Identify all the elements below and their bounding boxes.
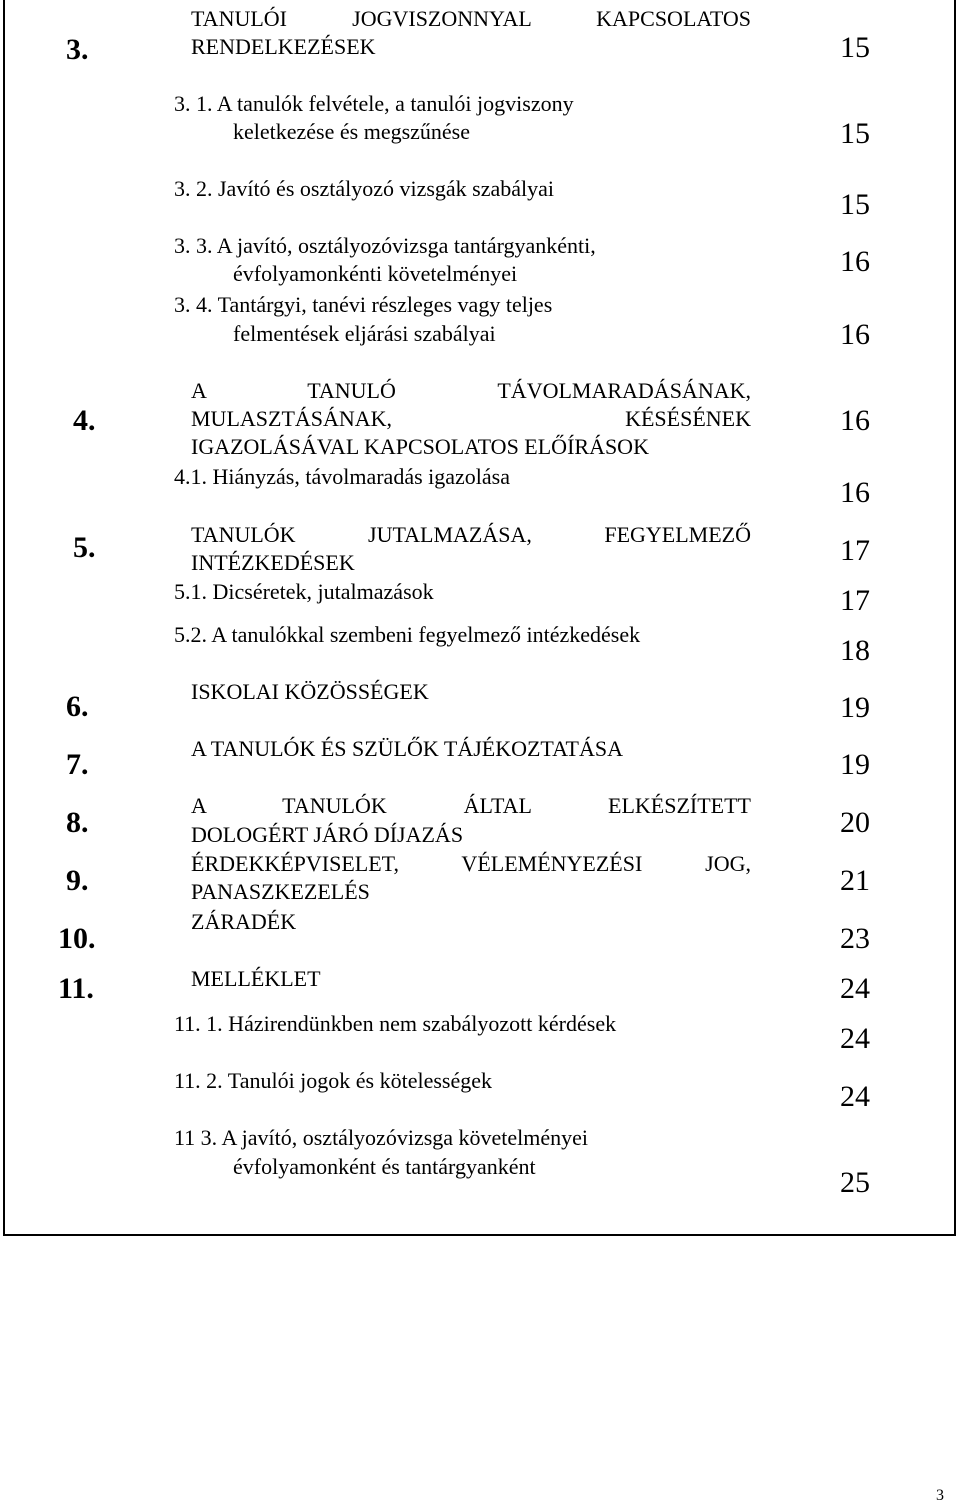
subsection-title-line: 11. 1. Házirendünkben nem szabályozott kérdések bbox=[174, 1011, 617, 1036]
subsection-title-line: 3. 3. A javító, osztályozóvizsga tantárgyankénti, bbox=[174, 233, 596, 258]
page-ref: 16 bbox=[840, 318, 870, 351]
page-ref: 18 bbox=[840, 634, 870, 667]
page-ref: 25 bbox=[840, 1166, 870, 1199]
subsection-title-line: 3. 2. Javító és osztályozó vizsgák szabályai bbox=[174, 176, 555, 201]
subsection-title-line: 5.1. Dicséretek, jutalmazások bbox=[174, 579, 434, 604]
subsection-title-line: 5.2. A tanulókkal szembeni fegyelmező intézkedések bbox=[174, 622, 641, 647]
page-number: 3 bbox=[936, 1487, 944, 1504]
page-ref: 17 bbox=[840, 534, 870, 567]
section-title-line: RENDELKEZÉSEK bbox=[191, 34, 376, 59]
section-title-line: IGAZOLÁSÁVAL KAPCSOLATOS ELŐÍRÁSOK bbox=[191, 434, 649, 459]
section-title-line: PANASZKEZELÉS bbox=[191, 879, 370, 904]
subsection-title-line: 3. 4. Tantárgyi, tanévi részleges vagy teljes bbox=[174, 292, 553, 317]
page-ref: 16 bbox=[840, 245, 870, 278]
subsection-title-line: 11 3. A javító, osztályozóvizsga követelményei bbox=[174, 1125, 589, 1150]
page-ref: 20 bbox=[840, 806, 870, 839]
section-title-line: ISKOLAI KÖZÖSSÉGEK bbox=[191, 679, 429, 704]
section-title-line: A TANULÓK ÉS SZÜLŐK TÁJÉKOZTATÁSA bbox=[191, 736, 623, 761]
page-ref: 16 bbox=[840, 404, 870, 437]
section-title-line: DOLOGÉRT JÁRÓ DÍJAZÁS bbox=[191, 822, 464, 847]
section-number: 6. bbox=[66, 690, 89, 723]
section-title-line: ZÁRADÉK bbox=[191, 909, 297, 934]
section-title-line: TANULÓK JUTALMAZÁSA, FEGYELMEZŐ bbox=[191, 522, 751, 547]
page-ref: 16 bbox=[840, 476, 870, 509]
section-number: 7. bbox=[66, 748, 89, 781]
page-ref: 17 bbox=[840, 584, 870, 617]
page-ref: 24 bbox=[840, 972, 870, 1005]
section-title-line: A TANULÓ TÁVOLMARADÁSÁNAK, bbox=[191, 378, 751, 403]
section-title-line: MELLÉKLET bbox=[191, 966, 321, 991]
subsection-title-line: keletkezése és megszűnése bbox=[233, 119, 470, 144]
section-number: 8. bbox=[66, 806, 89, 839]
section-number: 11. bbox=[58, 972, 94, 1005]
page-ref: 19 bbox=[840, 691, 870, 724]
section-title-line: MULASZTÁSÁNAK, KÉSÉSÉNEK bbox=[191, 406, 751, 431]
section-title-line: A TANULÓK ÁLTAL ELKÉSZÍTETT bbox=[191, 793, 751, 818]
subsection-title-line: felmentések eljárási szabályai bbox=[233, 321, 496, 346]
subsection-title-line: 11. 2. Tanulói jogok és kötelességek bbox=[174, 1068, 493, 1093]
page-ref: 23 bbox=[840, 922, 870, 955]
section-number: 4. bbox=[73, 404, 96, 437]
subsection-title-line: évfolyamonként és tantárgyanként bbox=[233, 1154, 536, 1179]
page-ref: 15 bbox=[840, 117, 870, 150]
subsection-title-line: 3. 1. A tanulók felvétele, a tanulói jogviszony bbox=[174, 91, 574, 116]
section-title-line: INTÉZKEDÉSEK bbox=[191, 550, 355, 575]
page-ref: 24 bbox=[840, 1022, 870, 1055]
section-number: 10. bbox=[58, 922, 96, 955]
section-title-line: TANULÓI JOGVISZONNYAL KAPCSOLATOS bbox=[191, 6, 751, 31]
page-ref: 15 bbox=[840, 31, 870, 64]
page-ref: 24 bbox=[840, 1080, 870, 1113]
section-title-line: ÉRDEKKÉPVISELET, VÉLEMÉNYEZÉSI JOG, bbox=[191, 851, 751, 876]
section-number: 5. bbox=[73, 531, 96, 564]
section-number: 9. bbox=[66, 864, 89, 897]
section-number: 3. bbox=[66, 33, 89, 66]
subsection-title-line: évfolyamonkénti követelményei bbox=[233, 261, 518, 286]
page-ref: 19 bbox=[840, 748, 870, 781]
subsection-title-line: 4.1. Hiányzás, távolmaradás igazolása bbox=[174, 464, 510, 489]
page-ref: 15 bbox=[840, 188, 870, 221]
page-ref: 21 bbox=[840, 864, 870, 897]
